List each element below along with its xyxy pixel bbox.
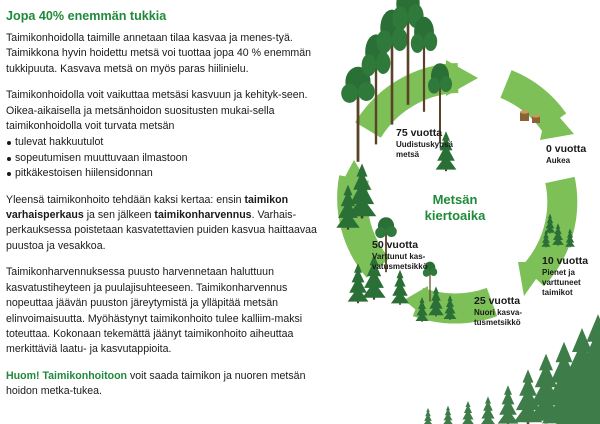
stage-years: 0 vuotta (546, 143, 587, 155)
stage-0-label (546, 143, 586, 165)
stage-desc: vatusmetsikkö (372, 262, 428, 271)
text-span: . Varhais-perkauksessa poistetaan kasvatettavien puiden kasvua haittaavaa puustoa ja vesakkoa. (6, 209, 317, 252)
stage-25-label (474, 295, 522, 327)
text-span: Yleensä taimikonhoito tehdään kaksi kertaa: ensin (6, 193, 245, 206)
stage-years: 50 vuotta (372, 239, 419, 251)
text-span: voit saada taimikon ja nuoren metsän hoidon metka-tukea. (6, 369, 306, 398)
article-heading: Jopa 40% enemmän tukkia (6, 9, 167, 23)
stage-desc: Uudistuskypsä (396, 140, 453, 149)
term-early-clearing: taimikon varhaisperkaus (6, 193, 289, 222)
stage-desc: varttuneet (542, 278, 581, 287)
stage-desc: Nuori kasva- (474, 308, 523, 317)
paragraph-intro: Taimikonhoidolla taimille annetaan tilaa kasvaa ja menes-tyä. Taimikkona hyvin hoidettu metsä voi tuottaa jopa 40 % enemmän tukkipuuta. Kasvava metsä on myös paras hiilinielu. (6, 32, 312, 75)
stage-desc: taimikot (542, 288, 573, 297)
term-thinning: taimikonharvennus (154, 209, 252, 222)
text-span: ja sen jälkeen (83, 209, 155, 222)
stage-50-label (372, 239, 428, 271)
stage-years: 25 vuotta (474, 295, 521, 307)
stage-years: 75 vuotta (396, 127, 443, 139)
background-forest (423, 314, 600, 424)
list-item: pitkäkestoisen hiilensidonnan (6, 166, 324, 181)
forest-cycle-diagram (328, 0, 600, 424)
paragraph-influence: Taimikonhoidolla voit vaikuttaa metsäsi kasvuun ja kehityk-seen. Oikea-aikaisella ja metsänhoidon suositusten mukai-sella taimikonhoidolla voit turvata metsän (6, 89, 308, 133)
paragraph-thinning: Taimikonharvennuksessa puusto harvennetaan haluttuun kasvatustiheyteen ja puulajisuhteeseen. Taimikonharvennus nopeuttaa jäävän puuston järeytymistä ja ylläpitää metsän elinvoimaisuutta. Myöhästynyt taimikonhoito tulee kalliim-maksi toteuttaa. Kokonaan tekemättä jäänyt taimikonhoito aiheuttaa merkittäviä laatu- ja kasvutappioita. (6, 266, 303, 356)
stage-10-label (542, 255, 588, 297)
cycle-title: Metsän (432, 192, 478, 207)
article-text (6, 8, 324, 411)
note-link[interactable]: Huom! Taimikonhoitoon (6, 369, 128, 382)
stage-desc: Pienet ja (542, 268, 575, 277)
list-item: sopeutumisen muuttuvaan ilmastoon (6, 151, 324, 166)
stage-desc: metsä (396, 150, 420, 159)
benefit-list (6, 135, 324, 181)
list-item: tulevat hakkuutulot (6, 135, 324, 150)
stage-desc: Varttunut kas- (372, 252, 426, 261)
cycle-title: kiertoaika (424, 208, 486, 223)
stage-years: 10 vuotta (542, 255, 589, 267)
stage-desc: Aukea (546, 156, 571, 165)
paragraph-two-phases (6, 193, 324, 255)
paragraph-note (6, 369, 324, 400)
stage-desc: tusmetsikkö (474, 318, 521, 327)
